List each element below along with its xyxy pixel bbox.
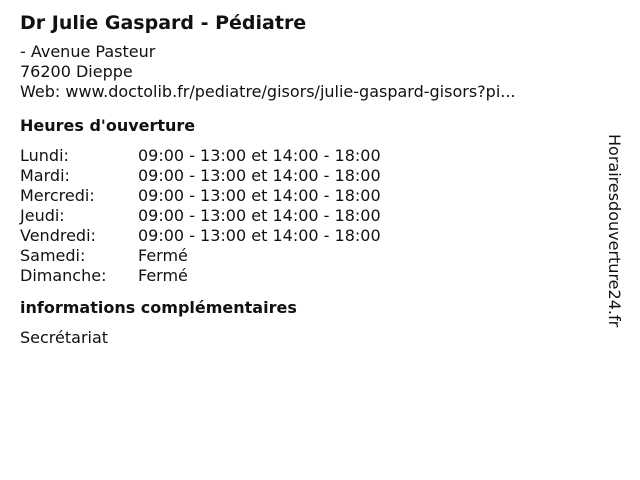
page-content bbox=[20, 10, 600, 348]
day-hours: Fermé bbox=[138, 246, 188, 265]
address-city: 76200 Dieppe bbox=[20, 62, 133, 81]
day-label: Vendredi: bbox=[20, 226, 96, 245]
day-label: Dimanche: bbox=[20, 266, 107, 285]
address-street: - Avenue Pasteur bbox=[20, 42, 156, 61]
website-link[interactable]: Web: www.doctolib.fr/pediatre/gisors/julie-gaspard-gisors?pi... bbox=[20, 82, 516, 101]
hours-row-samedi bbox=[20, 246, 600, 266]
day-label: Jeudi: bbox=[20, 206, 65, 225]
hours-row-lundi bbox=[20, 146, 600, 166]
hours-row-mercredi bbox=[20, 186, 600, 206]
day-label: Mardi: bbox=[20, 166, 70, 185]
hours-table bbox=[20, 146, 600, 286]
day-hours: 09:00 - 13:00 et 14:00 - 18:00 bbox=[138, 186, 381, 205]
brand-watermark: Horairesdouverture24.fr bbox=[605, 134, 624, 328]
hours-row-vendredi bbox=[20, 226, 600, 246]
day-hours: 09:00 - 13:00 et 14:00 - 18:00 bbox=[138, 166, 381, 185]
day-hours: 09:00 - 13:00 et 14:00 - 18:00 bbox=[138, 226, 381, 245]
day-label: Lundi: bbox=[20, 146, 69, 165]
info-text: Secrétariat bbox=[20, 328, 109, 347]
page-title: Dr Julie Gaspard - Pédiatre bbox=[20, 12, 307, 34]
day-hours: 09:00 - 13:00 et 14:00 - 18:00 bbox=[138, 206, 381, 225]
hours-row-jeudi bbox=[20, 206, 600, 226]
day-label: Samedi: bbox=[20, 246, 86, 265]
hours-row-dimanche bbox=[20, 266, 600, 286]
day-hours: 09:00 - 13:00 et 14:00 - 18:00 bbox=[138, 146, 381, 165]
hours-row-mardi bbox=[20, 166, 600, 186]
info-heading: informations complémentaires bbox=[20, 298, 297, 317]
address-block bbox=[20, 42, 600, 102]
day-label: Mercredi: bbox=[20, 186, 95, 205]
hours-heading: Heures d'ouverture bbox=[20, 116, 196, 135]
day-hours: Fermé bbox=[138, 266, 188, 285]
